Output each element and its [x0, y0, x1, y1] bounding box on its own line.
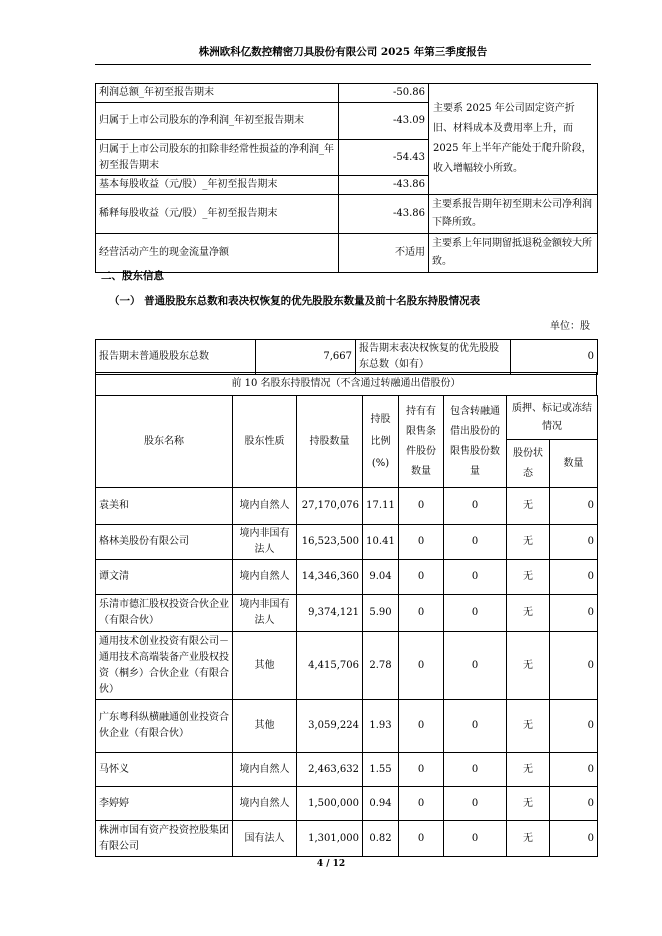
unit-label: 单位：股: [550, 321, 590, 332]
value-cell: -43.86: [339, 195, 429, 234]
summary-label: 报告期末普通股股东总数: [96, 340, 256, 375]
header-lent: 包含转融通借出股份的限售股份数量: [444, 396, 507, 488]
holder-lent: 0: [444, 821, 507, 857]
holder-count: 0: [550, 488, 598, 525]
holder-status: 无: [507, 488, 550, 525]
holder-lent: 0: [444, 753, 507, 787]
holder-count: 0: [550, 595, 598, 632]
holder-count: 0: [550, 525, 598, 560]
holder-ratio: 1.55: [363, 753, 399, 787]
header-shares: 持股数量: [297, 396, 363, 488]
header-count: 数量: [550, 440, 598, 488]
holder-status: 无: [507, 753, 550, 787]
holder-ratio: 0.94: [363, 787, 399, 821]
page-header: 株洲欧科亿数控精密刀具股份有限公司 2025 年第三季度报告: [95, 44, 591, 65]
holder-name: 李婷婷: [96, 787, 233, 821]
holder-count: 0: [550, 560, 598, 595]
holder-name: 广东粤科纵横融通创业投资合伙企业（有限合伙）: [96, 700, 233, 753]
holder-shares: 14,346,360: [297, 560, 363, 595]
holder-ratio: 17.11: [363, 488, 399, 525]
value-cell: 不适用: [339, 234, 429, 273]
page-number: 4 / 12: [316, 859, 346, 869]
holder-count: 0: [550, 787, 598, 821]
holder-name: 株洲市国有资产投资控股集团有限公司: [96, 821, 233, 857]
reason-cell: 主要系报告期年初至期末公司净利润下降所致。: [429, 195, 598, 234]
shareholder-summary-table: [95, 339, 598, 375]
table-row: [96, 700, 598, 753]
holder-status: 无: [507, 595, 550, 632]
header-pledge: 质押、标记或冻结情况: [507, 396, 598, 440]
holder-ratio: 9.04: [363, 560, 399, 595]
header-status: 股份状态: [507, 440, 550, 488]
item-cell: 利润总额_年初至报告期末: [96, 84, 339, 103]
holder-name: 马怀义: [96, 753, 233, 787]
holder-restricted: 0: [399, 787, 444, 821]
section-title: 二、股东信息: [101, 270, 164, 282]
holder-status: 无: [507, 560, 550, 595]
table-row: [96, 525, 598, 560]
summary-value: 7,667: [256, 340, 356, 375]
holders-caption-table: [95, 372, 597, 396]
holder-nature: 境内自然人: [233, 560, 297, 595]
holder-name: 谭文清: [96, 560, 233, 595]
holder-lent: 0: [444, 787, 507, 821]
holder-name: 格林美股份有限公司: [96, 525, 233, 560]
header-restricted: 持有有限售条件股份数量: [399, 396, 444, 488]
table-row: [96, 632, 598, 700]
holder-nature: 境内自然人: [233, 787, 297, 821]
holder-count: 0: [550, 753, 598, 787]
value-cell: -54.43: [339, 140, 429, 176]
holder-shares: 16,523,500: [297, 525, 363, 560]
holder-shares: 2,463,632: [297, 753, 363, 787]
holder-restricted: 0: [399, 700, 444, 753]
holder-shares: 1,301,000: [297, 821, 363, 857]
holder-status: 无: [507, 700, 550, 753]
holder-restricted: 0: [399, 753, 444, 787]
holder-nature: 境内自然人: [233, 753, 297, 787]
holder-status: 无: [507, 525, 550, 560]
holder-ratio: 10.41: [363, 525, 399, 560]
value-cell: -50.86: [339, 84, 429, 103]
table-row: [96, 753, 598, 787]
holder-ratio: 0.82: [363, 821, 399, 857]
item-cell: 稀释每股收益（元/股）_年初至报告期末: [96, 195, 339, 234]
holder-shares: 3,059,224: [297, 700, 363, 753]
holder-nature: 境内非国有法人: [233, 525, 297, 560]
holders-caption: 前 10 名股东持股情况（不含通过转融通出借股份）: [96, 373, 597, 396]
reason-cell: 主要系 2025 年公司固定资产折旧、材料成本及费用率上升，而 2025 年上半年产能处于爬升阶段，收入增幅较小所致。: [429, 84, 598, 195]
holder-shares: 27,170,076: [297, 488, 363, 525]
holder-lent: 0: [444, 595, 507, 632]
summary-label: 报告期末表决权恢复的优先股股东总数（如有）: [356, 340, 511, 375]
holder-lent: 0: [444, 560, 507, 595]
change-reason-table: [95, 83, 598, 273]
holder-nature: 其他: [233, 700, 297, 753]
holder-restricted: 0: [399, 525, 444, 560]
holder-lent: 0: [444, 525, 507, 560]
table-row: [96, 560, 598, 595]
value-cell: -43.86: [339, 176, 429, 195]
holder-lent: 0: [444, 488, 507, 525]
holder-ratio: 1.93: [363, 700, 399, 753]
value-cell: -43.09: [339, 103, 429, 140]
holder-nature: 境内非国有法人: [233, 595, 297, 632]
holder-lent: 0: [444, 700, 507, 753]
header-name: 股东名称: [96, 396, 233, 488]
section-subtitle: （一） 普通股股东总数和表决权恢复的优先股股东数量及前十名股东持股情况表: [109, 295, 481, 307]
holder-restricted: 0: [399, 595, 444, 632]
item-cell: 经营活动产生的现金流量净额: [96, 234, 339, 273]
summary-value: 0: [511, 340, 598, 375]
table-row: [96, 821, 598, 857]
holder-status: 无: [507, 632, 550, 700]
holder-name: 袁美和: [96, 488, 233, 525]
holder-restricted: 0: [399, 488, 444, 525]
holder-status: 无: [507, 787, 550, 821]
table-row: [96, 595, 598, 632]
table-row: [96, 787, 598, 821]
table-row: [96, 488, 598, 525]
holder-count: 0: [550, 700, 598, 753]
holder-count: 0: [550, 821, 598, 857]
holder-name: 乐清市德汇股权投资合伙企业（有限合伙）: [96, 595, 233, 632]
item-cell: 基本每股收益（元/股）_年初至报告期末: [96, 176, 339, 195]
holder-status: 无: [507, 821, 550, 857]
item-cell: 归属于上市公司股东的扣除非经常性损益的净利润_年初至报告期末: [96, 140, 339, 176]
holder-ratio: 2.78: [363, 632, 399, 700]
holder-count: 0: [550, 632, 598, 700]
item-cell: 归属于上市公司股东的净利润_年初至报告期末: [96, 103, 339, 140]
holder-restricted: 0: [399, 632, 444, 700]
holder-nature: 其他: [233, 632, 297, 700]
holder-name: 通用技术创业投资有限公司－通用技术高端装备产业股权投资（桐乡）合伙企业（有限合伙）: [96, 632, 233, 700]
holder-shares: 1,500,000: [297, 787, 363, 821]
holder-restricted: 0: [399, 560, 444, 595]
header-ratio: 持股比例(%): [363, 396, 399, 488]
holder-ratio: 5.90: [363, 595, 399, 632]
header-nature: 股东性质: [233, 396, 297, 488]
holder-lent: 0: [444, 632, 507, 700]
holder-shares: 9,374,121: [297, 595, 363, 632]
holder-nature: 境内自然人: [233, 488, 297, 525]
holder-shares: 4,415,706: [297, 632, 363, 700]
top-ten-holders-table: [95, 395, 598, 857]
holder-restricted: 0: [399, 821, 444, 857]
holder-nature: 国有法人: [233, 821, 297, 857]
reason-cell: 主要系上年同期留抵退税金额较大所致。: [429, 234, 598, 273]
